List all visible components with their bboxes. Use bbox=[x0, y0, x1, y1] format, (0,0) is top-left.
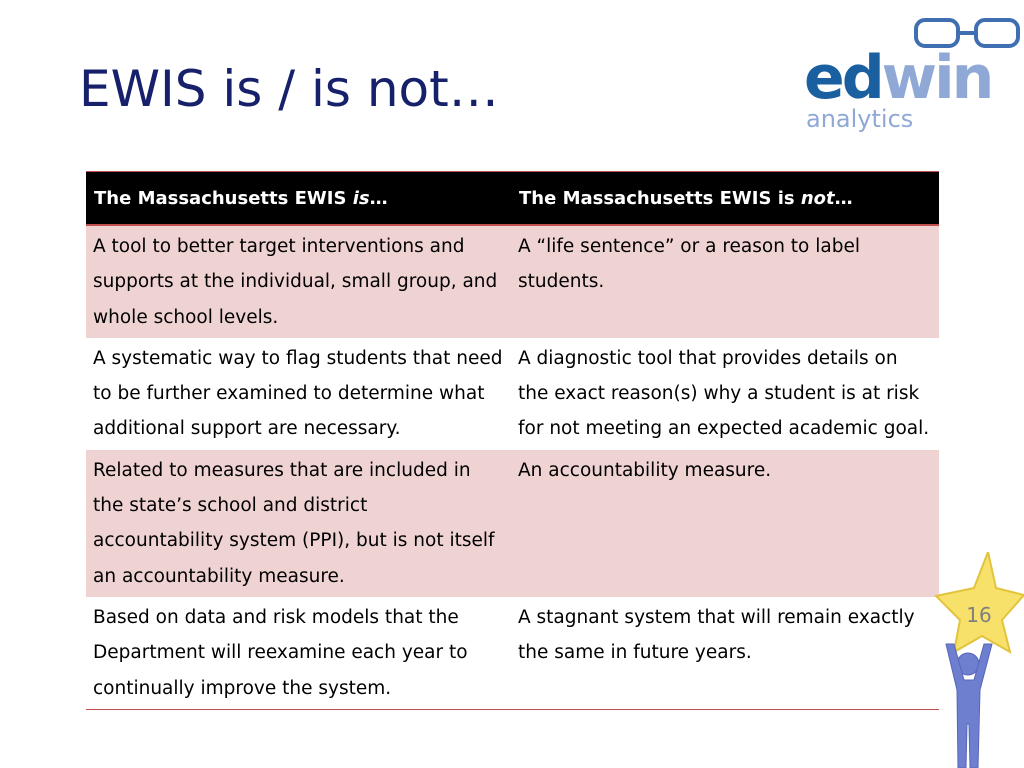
logo-tagline: analytics bbox=[806, 105, 914, 133]
table-header-row bbox=[86, 172, 939, 226]
header-is-not-emphasis: not bbox=[800, 187, 835, 209]
cell-is: A tool to better target interventions and supports at the individual, small group, and whole school levels. bbox=[86, 225, 511, 338]
cell-is-not: An accountability measure. bbox=[511, 450, 939, 597]
table-row bbox=[86, 338, 939, 450]
cell-is: Based on data and risk models that the Department will reexamine each year to continually improve the system. bbox=[86, 597, 511, 709]
svg-text:edwin bbox=[804, 43, 991, 113]
table-row bbox=[86, 450, 939, 597]
ewis-comparison-table bbox=[86, 171, 939, 710]
header-is bbox=[86, 172, 511, 226]
logo-wordmark-ed: ed bbox=[804, 43, 882, 113]
star-icon bbox=[936, 552, 1024, 652]
table-row bbox=[86, 597, 939, 709]
cell-is-not: A diagnostic tool that provides details on the exact reason(s) why a student is at risk for not meeting an expected academic goal. bbox=[511, 338, 939, 450]
header-is-emphasis: is bbox=[352, 187, 370, 209]
cell-is-not: A “life sentence” or a reason to label students. bbox=[511, 225, 939, 338]
edwin-analytics-logo bbox=[804, 16, 1024, 136]
star-figure-icon bbox=[930, 552, 1024, 768]
header-is-not-suffix: … bbox=[834, 187, 853, 209]
header-is-suffix: … bbox=[369, 187, 388, 209]
person-icon bbox=[946, 644, 992, 768]
slide-title: EWIS is / is not… bbox=[79, 60, 499, 118]
cell-is: Related to measures that are included in the state’s school and district accountability system (PPI), but is not itself an accountability measure. bbox=[86, 450, 511, 597]
cell-is: A systematic way to flag students that need to be further examined to determine what additional support are necessary. bbox=[86, 338, 511, 450]
header-is-prefix: The Massachusetts EWIS bbox=[94, 187, 353, 209]
header-is-not bbox=[511, 172, 939, 226]
page-number: 16 bbox=[966, 603, 992, 627]
cell-is-not: A stagnant system that will remain exactly the same in future years. bbox=[511, 597, 939, 709]
logo-wordmark-win: win bbox=[881, 43, 992, 113]
table-row bbox=[86, 225, 939, 338]
header-is-not-prefix: The Massachusetts EWIS is bbox=[519, 187, 801, 209]
